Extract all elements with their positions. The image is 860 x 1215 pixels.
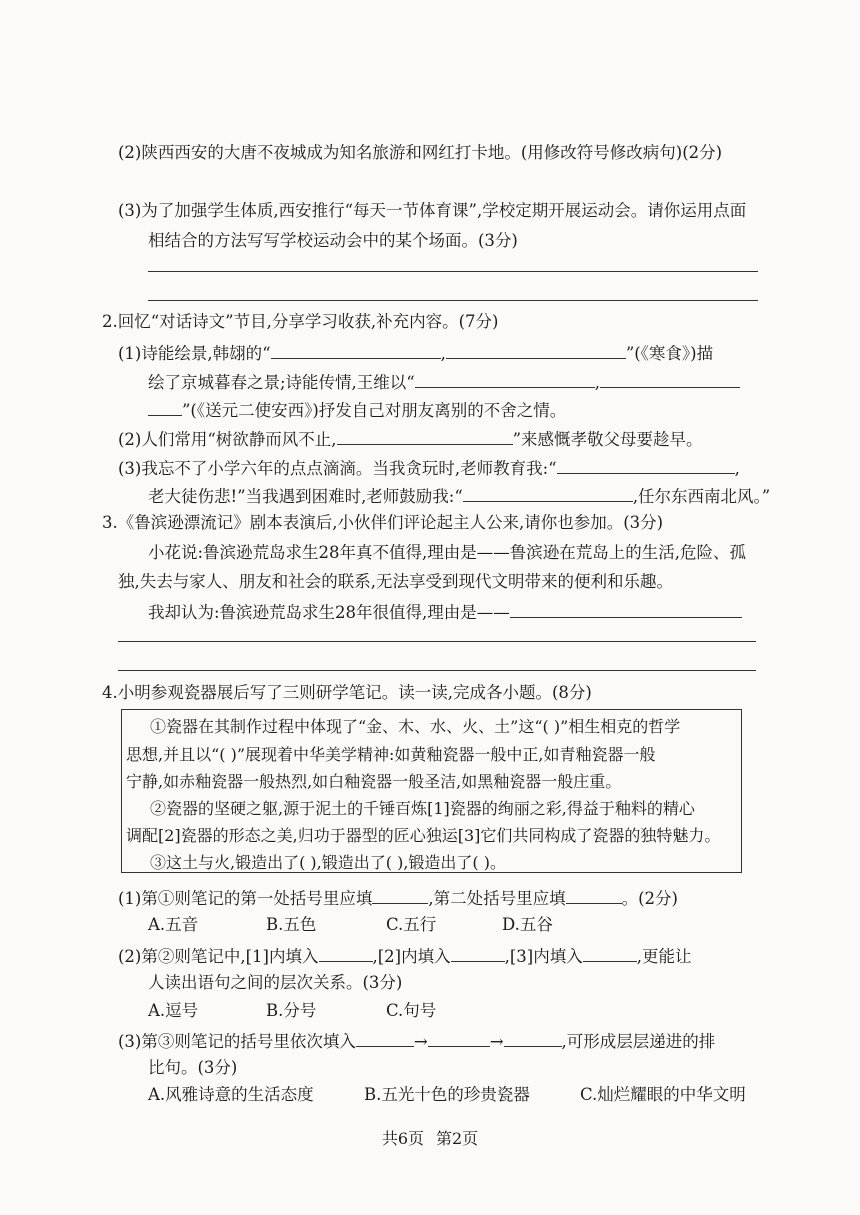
text: (1)诗能绘景,韩翃的“: [118, 344, 271, 363]
question-4-3-line2: 比句。(3分): [148, 1058, 238, 1077]
text: ”(《送元二使安西》)抒发自己对朋友离别的不舍之情。: [182, 401, 567, 420]
fill-blank[interactable]: [583, 944, 637, 962]
fill-blank[interactable]: [463, 484, 633, 502]
fill-blank[interactable]: [415, 370, 595, 388]
text: ,更能让: [636, 947, 692, 966]
answer-line[interactable]: [148, 300, 758, 301]
question-2-2: [118, 427, 703, 451]
question-2-title: 2.回忆“对话诗文”节目,分享学习收获,补充内容。(7分): [102, 312, 499, 331]
option[interactable]: A.五音: [148, 915, 199, 934]
fill-blank[interactable]: [600, 370, 740, 388]
text: ,[2]内填入: [372, 947, 451, 966]
fill-blank[interactable]: [372, 886, 428, 904]
question-2-1-line1: [118, 341, 713, 365]
text: ,[3]内填入: [504, 947, 583, 966]
question-3-title: 3.《鲁滨逊漂流记》剧本表演后,小伙伴们评论起主人公来,请你也参加。(3分): [102, 513, 664, 532]
text: ,: [440, 344, 446, 363]
text: ,: [594, 373, 600, 392]
text: ,任尔东西南北风。”: [632, 487, 771, 506]
arrow-icon: →: [489, 1032, 504, 1051]
question-3-para1: 小花说:鲁滨逊荒岛求生28年真不值得,理由是——鲁滨逊在荒岛上的生活,危险、孤: [148, 543, 747, 562]
question-3-para2: 独,失去与家人、朋友和社会的联系,无法享受到现代文明带来的便利和乐趣。: [118, 572, 673, 591]
text: 。(2分): [621, 889, 678, 908]
text: 我却认为:鲁滨逊荒岛求生28年很值得,理由是——: [148, 603, 510, 622]
question-3-para3: [148, 600, 742, 624]
fill-blank[interactable]: [504, 1029, 562, 1047]
note-line: ①瓷器在其制作过程中体现了“金、木、水、火、土”这“( )”相生相克的哲学: [150, 717, 681, 736]
question-2-1-line2: [148, 370, 740, 394]
option[interactable]: D.五谷: [502, 915, 553, 934]
fill-blank[interactable]: [148, 398, 182, 416]
question-2-1-line3: [148, 398, 566, 422]
note-line: 思想,并且以“( )”展现着中华美学精神:如黄釉瓷器一般中正,如青釉瓷器一般: [126, 745, 656, 764]
text: 绘了京城暮春之景;诗能传情,王维以“: [148, 373, 415, 392]
text: ,可形成层层递进的排: [561, 1032, 716, 1051]
question-1-2: (2)陕西西安的大唐不夜城成为知名旅游和网红打卡地。(用修改符号修改病句)(2分): [118, 143, 723, 162]
option[interactable]: B.分号: [266, 1001, 317, 1020]
option[interactable]: B.五光十色的珍贵瓷器: [364, 1085, 530, 1104]
fill-blank[interactable]: [356, 1029, 414, 1047]
question-1-3-line2: 相结合的方法写写学校运动会中的某个场面。(3分): [148, 231, 518, 250]
text: ,第二处括号里应填: [428, 889, 566, 908]
fill-blank[interactable]: [428, 1029, 490, 1047]
question-2-3-line2: [148, 484, 770, 508]
answer-line[interactable]: [118, 641, 756, 642]
option[interactable]: C.灿烂耀眼的中华文明: [580, 1085, 746, 1104]
text: 老大徒伤悲!”当我遇到困难时,老师鼓励我:“: [148, 487, 463, 506]
text: ,: [734, 459, 740, 478]
note-line: 调配[2]瓷器的形态之美,归功于器型的匠心独运[3]它们共同构成了瓷器的独特魅力。: [126, 826, 721, 845]
question-4-3-line1: [118, 1029, 715, 1053]
text: (3)我忘不了小学六年的点点滴滴。当我贪玩时,老师教育我:“: [118, 459, 557, 478]
fill-blank[interactable]: [271, 341, 441, 359]
fill-blank[interactable]: [446, 341, 626, 359]
question-4-2-line2: 人读出语句之间的层次关系。(3分): [148, 973, 403, 992]
question-1-3-line1: (3)为了加强学生体质,西安推行“每天一节体育课”,学校定期开展运动会。请你运用点面: [118, 201, 747, 220]
note-line: ②瓷器的坚硬之躯,源于泥土的千锤百炼[1]瓷器的绚丽之彩,得益于釉料的精心: [150, 799, 695, 818]
page-footer: [0, 1126, 860, 1149]
option[interactable]: C.五行: [386, 915, 437, 934]
arrow-icon: →: [413, 1032, 428, 1051]
note-line: ③这土与火,锻造出了( ),锻造出了( ),锻造出了( )。: [150, 853, 506, 872]
option[interactable]: A.风雅诗意的生活态度: [148, 1085, 314, 1104]
text: (2)第②则笔记中,[1]内填入: [118, 947, 319, 966]
option[interactable]: B.五色: [266, 915, 317, 934]
fill-blank[interactable]: [319, 944, 373, 962]
fill-blank[interactable]: [451, 944, 505, 962]
note-line: 宁静,如赤釉瓷器一般热烈,如白釉瓷器一般圣洁,如黑釉瓷器一般庄重。: [126, 772, 622, 791]
option[interactable]: A.逗号: [148, 1001, 199, 1020]
question-4-1: [118, 886, 678, 910]
text: (2)人们常用“树欲静而风不止,: [118, 430, 337, 449]
answer-line[interactable]: [118, 670, 756, 671]
fill-blank[interactable]: [566, 886, 622, 904]
fill-blank[interactable]: [510, 600, 742, 618]
text: ”(《寒食》)描: [625, 344, 714, 363]
text: ”来感慨孝敬父母要趁早。: [512, 430, 703, 449]
question-2-3-line1: [118, 456, 740, 480]
page-number: 第2页: [436, 1129, 479, 1148]
question-4-title: 4.小明参观瓷器展后写了三则研学笔记。读一读,完成各小题。(8分): [102, 683, 592, 702]
total-pages: 共6页: [381, 1129, 424, 1148]
answer-line[interactable]: [148, 271, 758, 272]
question-4-2-line1: [118, 944, 692, 968]
fill-blank[interactable]: [337, 427, 513, 445]
fill-blank[interactable]: [557, 456, 735, 474]
option[interactable]: C.句号: [386, 1001, 437, 1020]
text: (3)第③则笔记的括号里依次填入: [118, 1032, 356, 1051]
text: (1)第①则笔记的第一处括号里应填: [118, 889, 373, 908]
